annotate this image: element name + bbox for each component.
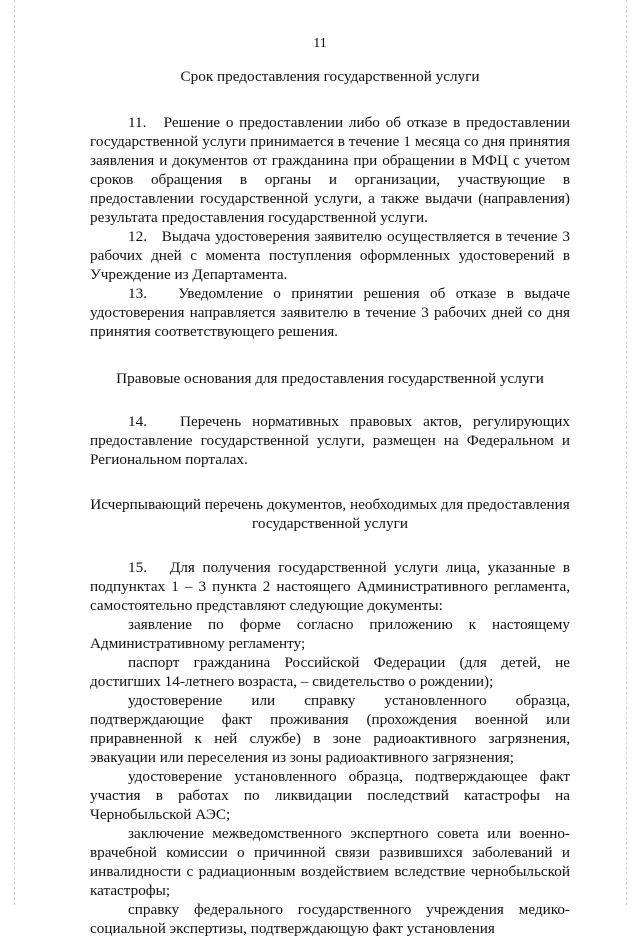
scan-edge-right bbox=[626, 0, 627, 905]
paragraph-14: 14. Перечень нормативных правовых актов, регулирующих предоставление государственной услуги, размещен на Федеральном и Региональном порталах. bbox=[90, 413, 570, 468]
scan-edge-left bbox=[14, 0, 15, 905]
paragraph-12: 12. Выдача удостоверения заявителю осуществляется в течение 3 рабочих дней с момента поступления оформленных удостоверений в Учреждение из Департамента. bbox=[90, 228, 570, 283]
list-item-residence-certificate: удостоверение или справку установленного образца, подтверждающие факт проживания (прохождения военной или приравненной к ней службе) в зоне радиоактивного загрязнения, эвакуации или переселения из зоны радиоактивного загрязнения; bbox=[90, 692, 570, 766]
document-body bbox=[90, 67, 570, 938]
list-item-passport: паспорт гражданина Российской Федерации (для детей, не достигших 14-летнего возраста, – свидетельство о рождении); bbox=[90, 654, 570, 690]
section-heading-legal-basis: Правовые основания для предоставления государственной услуги bbox=[116, 370, 544, 387]
section-heading-deadline: Срок предоставления государственной услуги bbox=[180, 68, 480, 85]
list-item-expert-conclusion: заключение межведомственного экспертного совета или военно-врачебной комиссии о причинной связи развившихся заболеваний и инвалидности с радиационным воздействием вследствие чернобыльской катастрофы; bbox=[90, 825, 570, 899]
list-item-application: заявление по форме согласно приложению к настоящему Административному регламенту; bbox=[90, 616, 570, 652]
list-item-liquidation-certificate: удостоверение установленного образца, подтверждающее факт участия в работах по ликвидации последствий катастрофы на Чернобыльской АЭС; bbox=[90, 768, 570, 823]
list-item-medical-certificate: справку федерального государственного учреждения медико-социальной экспертизы, подтверждающую факт установления bbox=[90, 901, 570, 937]
section-heading-documents: Исчерпывающий перечень документов, необходимых для предоставления государственной услуги bbox=[90, 496, 570, 532]
paragraph-13: 13. Уведомление о принятии решения об отказе в выдаче удостоверения направляется заявителю в течение 3 рабочих дней со дня принятия соответствующего решения. bbox=[90, 285, 570, 340]
paragraph-11: 11. Решение о предоставлении либо об отказе в предоставлении государственной услуги принимается в течение 1 месяца со дня принятия заявления и документов от гражданина при обращении в МФЦ с учетом сроков обращения в органы и организации, участвующие в предоставлении государственной услуги, а также выдачи (направления) результата предоставления государственной услуги. bbox=[90, 114, 570, 226]
page-number: 11 bbox=[313, 36, 327, 51]
paragraph-15: 15. Для получения государственной услуги лица, указанные в подпунктах 1 – 3 пункта 2 настоящего Административного регламента, самостоятельно представляют следующие документы: bbox=[90, 559, 570, 614]
